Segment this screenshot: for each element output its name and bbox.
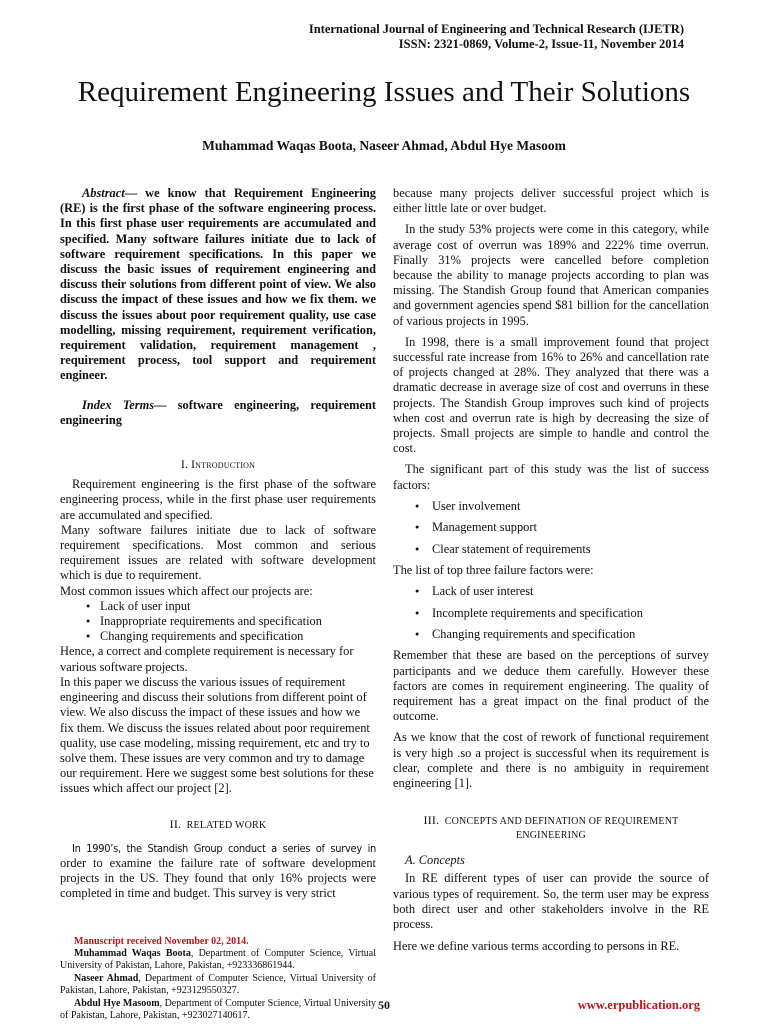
- paper-authors: Muhammad Waqas Boota, Naseer Ahmad, Abdul Hye Masoom: [202, 138, 566, 153]
- journal-header: [309, 22, 684, 52]
- intro-paragraph-5: In this paper we discuss the various issues of requirement engineering and discuss their solutions from different point of view. We also discuss the impact of these issues and how we fix them. We discuss the issues related about poor requirement quality, use case modeling, missing requirement, etc and try to solve them. These issues are very common and try to damage our requirement. Here we suggest some best solutions for these issues which affect our project [2].: [60, 674, 374, 796]
- section-3-heading: III. CONCEPTS AND DEFINATION OF REQUIREMENT ENGINEERING: [423, 813, 679, 842]
- page-number: 50: [378, 998, 390, 1012]
- right-paragraph-5: The list of top three failure factors were:: [393, 563, 594, 578]
- list-item: ● Changing requirements and specification: [393, 627, 709, 642]
- failure-factor-list: [393, 584, 709, 642]
- index-terms-label: Index Terms: [82, 397, 155, 412]
- intro-paragraph-3: Most common issues which affect our projects are:: [60, 583, 313, 598]
- index-terms-text: software engineering, requirement engineering: [60, 397, 376, 427]
- journal-name: International Journal of Engineering and Technical Research (IJETR): [308, 22, 684, 36]
- paper-title: Requirement Engineering Issues and Their Solutions: [77, 76, 691, 108]
- abstract-label: Abstract: [82, 186, 125, 200]
- section-2-heading: II. RELATED WORK: [169, 816, 267, 831]
- abstract-text: we know that Requirement Engineering (RE) is the first phase of the software engineering process. In this first phase user requirements are accumulated and specified. Many software failures initiate due to lack of software requirement specifications. In this paper we discuss the basic issues of requirement engineering and discuss their solutions from different point of view. We also discuss the impact of these issues and how we fix them. we discuss the issues about poor requirement quality, use case modelling, missing requirement, requirement verification, requirement validation, requirement management , requirement process, tool support and requirement engineer.: [60, 186, 376, 383]
- intro-issue-list: [60, 599, 376, 645]
- section-1-heading: I. Introduction: [180, 457, 256, 472]
- success-factor-list: [393, 499, 709, 557]
- journal-issn: ISSN: 2321-0869, Volume-2, Issue-11, November 2014: [398, 37, 684, 51]
- right-paragraph-7: As we know that the cost of rework of functional requirement is very high .so a project is successful when its requirement is clear, complete and there is no ambiguity in requirement engineering [1].: [393, 730, 709, 791]
- intro-paragraph-4: Hence, a correct and complete requirement is necessary for various software projects.: [60, 644, 354, 674]
- footnote-author-1: Muhammad Waqas Boota, Department of Computer Science, Virtual University of Pakistan, Lahore, Pakistan, +923336861944.: [60, 947, 376, 972]
- list-item: ● User involvement: [393, 499, 709, 514]
- intro-paragraph-2: Many software failures initiate due to lack of software requirement specifications. Most common and serious requirement issues are related with software development which is due to requirement.: [60, 522, 376, 583]
- related-work-paragraph: In 1990’s, the Standish Group conduct a series of survey in order to examine the failure rate of software development projects in the US. They found that only 16% projects were completed in time and budget. This survey is very strict: [60, 841, 376, 901]
- right-paragraph-1: because many projects deliver successful project which is either little late or over budget.: [393, 186, 709, 216]
- right-column: [393, 186, 709, 954]
- footnote-author-3: Abdul Hye Masoom, Department of Computer Science, Virtual University of Pakistan, Lahore, Pakistan, +923027140617.: [60, 997, 376, 1021]
- right-paragraph-6: Remember that these are based on the perceptions of survey participants and we deduce them carefully. However these factors are comes in requirement engineering. The quality of requirement has a great impact on the final product of the outcome.: [393, 648, 709, 724]
- subsection-a-heading: A. Concepts: [405, 853, 465, 868]
- index-terms: Index Terms— software engineering, requirement engineering: [60, 397, 376, 427]
- intro-paragraph-1: Requirement engineering is the first phase of the software engineering process, while in the first phase user requirements are accumulated and specified.: [60, 477, 376, 522]
- right-paragraph-9: Here we define various terms according to persons in RE.: [393, 939, 680, 954]
- related-work-styled-text: In 1990’s, the Standish Group conduct a series of survey in: [72, 841, 376, 855]
- right-paragraph-2: In the study 53% projects were come in this category, while average cost of overrun was 189% and 222% time overrun. Finally 31% projects were cancelled before completion because the ability to manage projects according to plan was missing. The Standish Group found that American companies and government agencies spend $81 billion for the cancellation of various projects in 1995.: [393, 222, 709, 328]
- list-item: ● Incomplete requirements and specification: [393, 606, 709, 621]
- right-paragraph-4: The significant part of this study was the list of success factors:: [393, 462, 709, 492]
- list-item: ● Changing requirements and specification: [60, 629, 376, 644]
- left-column: [60, 186, 376, 1022]
- right-paragraph-8: In RE different types of user can provide the source of various types of requirement. So, the term user may be express both direct user and other stakeholders involve in the RE process.: [393, 871, 709, 932]
- abstract: Abstract— we know that Requirement Engineering (RE) is the first phase of the software engineering process. In this first phase user requirements are accumulated and specified. Many software failures initiate due to lack of software requirement specifications. In this paper we discuss the basic issues of requirement engineering and discuss their solutions from different point of view. We also discuss the impact of these issues and how we fix them. we discuss the issues about poor requirement quality, use case modelling, missing requirement, requirement verification, requirement validation, requirement management , requirement process, tool support and requirement engineer.: [60, 186, 376, 383]
- list-item: ● Clear statement of requirements: [393, 542, 709, 557]
- website-link[interactable]: www.erpublication.org: [577, 998, 700, 1012]
- list-item: ● Management support: [393, 520, 709, 535]
- footnote-author-2: Naseer Ahmad, Department of Computer Science, Virtual University of Pakistan, Lahore, Pakistan, +923129550327.: [60, 972, 376, 997]
- right-paragraph-3: In 1998, there is a small improvement found that project successful rate increase from 16% to 26% and cancellation rate of projects changed at 28%. They analyzed that there was a dramatic decrease in average size of cost and overruns in these projects. The Standish Group improves such kind of projects when cost and overrun rate is high by decreasing the size of projects. Small projects are simple to handle and control the cost.: [393, 334, 709, 456]
- manuscript-received: Manuscript received November 02, 2014.: [74, 935, 249, 947]
- list-item: ● Lack of user interest: [393, 584, 709, 599]
- list-item: ● Lack of user input: [60, 599, 376, 614]
- list-item: ● Inappropriate requirements and specification: [60, 614, 376, 629]
